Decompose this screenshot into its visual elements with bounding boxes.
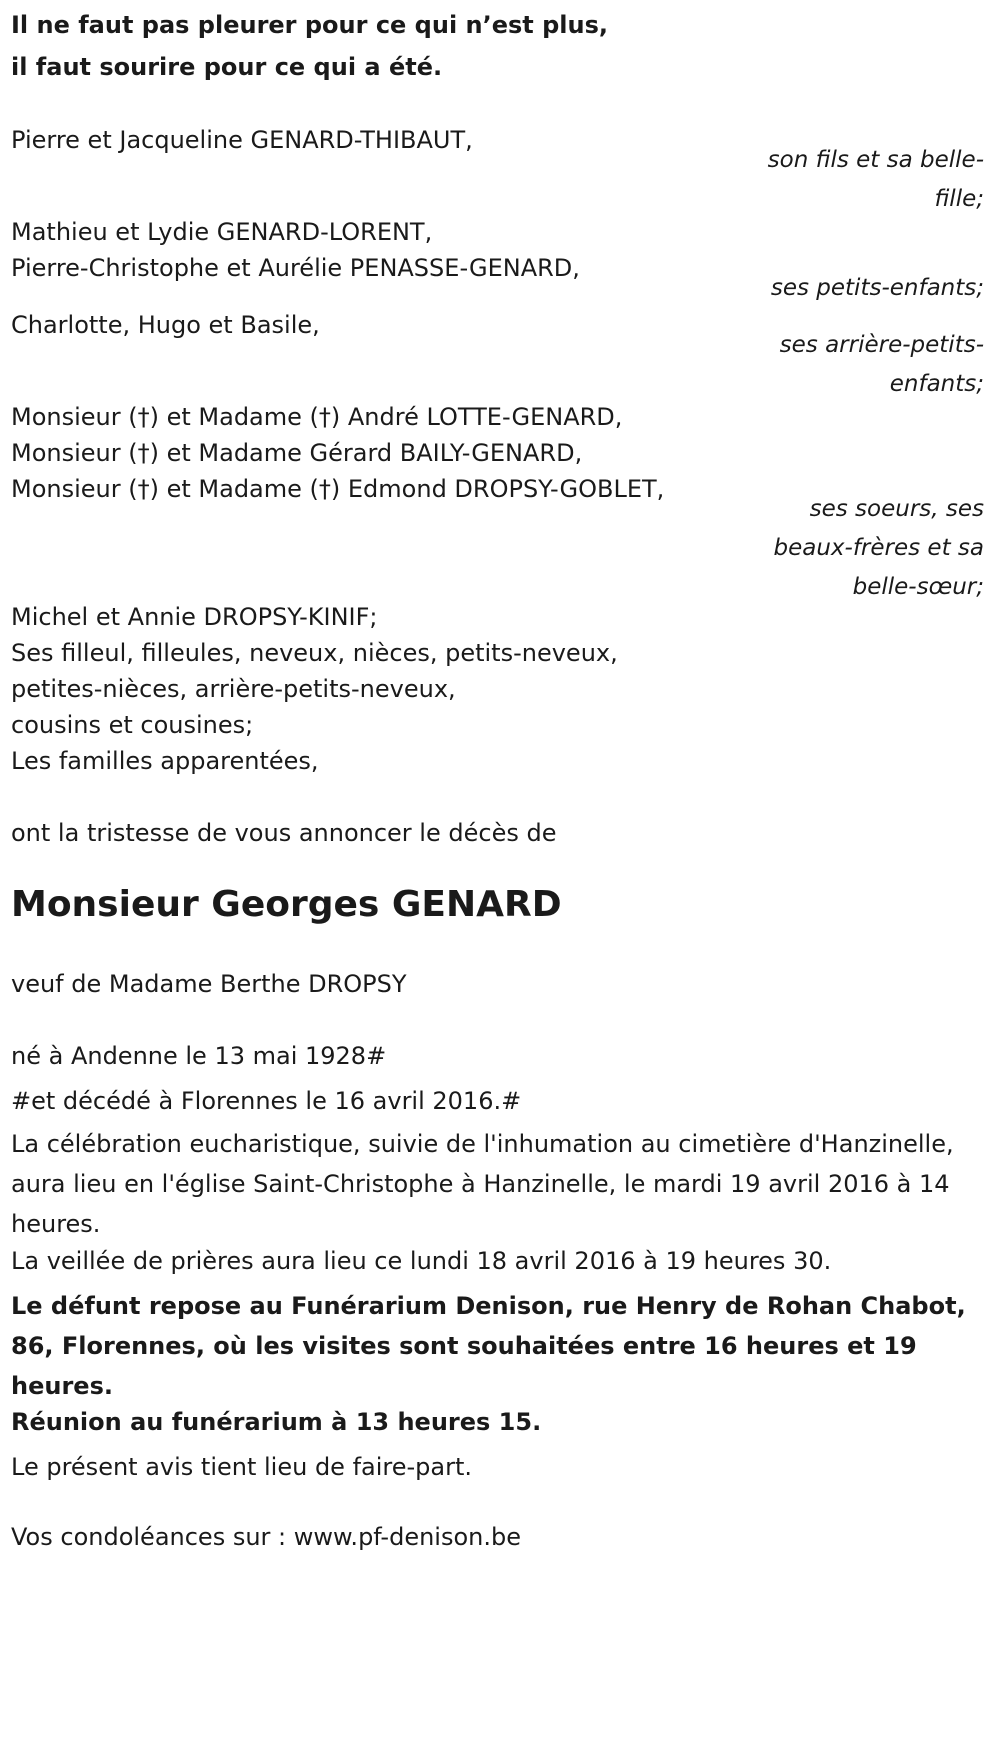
family-name-line: Monsieur (†) et Madame Gérard BAILY-GENARD,	[11, 439, 583, 467]
relation-great-grandchildren: ses arrière-petits-enfants;	[779, 332, 984, 397]
death-text: #et décédé à Florennes le 16 avril 2016.#	[11, 1087, 522, 1115]
deceased-name: Monsieur Georges GENARD	[11, 884, 562, 925]
birth-text: né à Andenne le 13 mai 1928#	[11, 1042, 387, 1070]
widower-text: veuf de Madame Berthe DROPSY	[11, 970, 407, 998]
relation-siblings: ses soeurs, ses beaux-frères et sa belle-sœur;	[773, 496, 984, 600]
family-name-line: Monsieur (†) et Madame (†) Edmond DROPSY-GOBLET,	[11, 475, 665, 503]
family-name-line: cousins et cousines;	[11, 711, 254, 739]
family-name-line: petites-nièces, arrière-petits-neveux,	[11, 675, 456, 703]
family-name-line: Charlotte, Hugo et Basile,	[11, 311, 320, 339]
quote-line-1: Il ne faut pas pleurer pour ce qui n’est plus,	[11, 11, 609, 39]
meeting-paragraph: Réunion au funérarium à 13 heures 15.	[11, 1408, 542, 1436]
family-name-line: Monsieur (†) et Madame (†) André LOTTE-GENARD,	[11, 403, 623, 431]
vigil-paragraph: La veillée de prières aura lieu ce lundi 18 avril 2016 à 19 heures 30.	[11, 1247, 832, 1275]
funerarium-paragraph: Le défunt repose au Funérarium Denison, rue Henry de Rohan Chabot, 86, Florennes, où les visites sont souhaitées entre 16 heures et 19 heures.	[11, 1292, 966, 1400]
ceremony-paragraph: La célébration eucharistique, suivie de l'inhumation au cimetière d'Hanzinelle, aura lieu en l'église Saint-Christophe à Hanzinelle, le mardi 19 avril 2016 à 14 heures.	[11, 1130, 954, 1238]
notice-paragraph: Le présent avis tient lieu de faire-part.	[11, 1453, 473, 1481]
relation-grandchildren: ses petits-enfants;	[770, 275, 984, 301]
announcement-text: ont la tristesse de vous annoncer le décès de	[11, 819, 557, 847]
relation-son: son fils et sa belle-fille;	[767, 147, 984, 212]
family-name-line: Pierre-Christophe et Aurélie PENASSE-GENARD,	[11, 254, 580, 282]
family-name-line: Michel et Annie DROPSY-KINIF;	[11, 603, 378, 631]
family-name-line: Ses filleul, filleules, neveux, nièces, petits-neveux,	[11, 639, 618, 667]
quote-line-2: il faut sourire pour ce qui a été.	[11, 53, 443, 81]
family-name-line: Les familles apparentées,	[11, 747, 319, 775]
condolences-text: Vos condoléances sur : www.pf-denison.be	[11, 1523, 521, 1551]
family-name-line: Mathieu et Lydie GENARD-LORENT,	[11, 218, 433, 246]
family-name-line: Pierre et Jacqueline GENARD-THIBAUT,	[11, 126, 473, 154]
